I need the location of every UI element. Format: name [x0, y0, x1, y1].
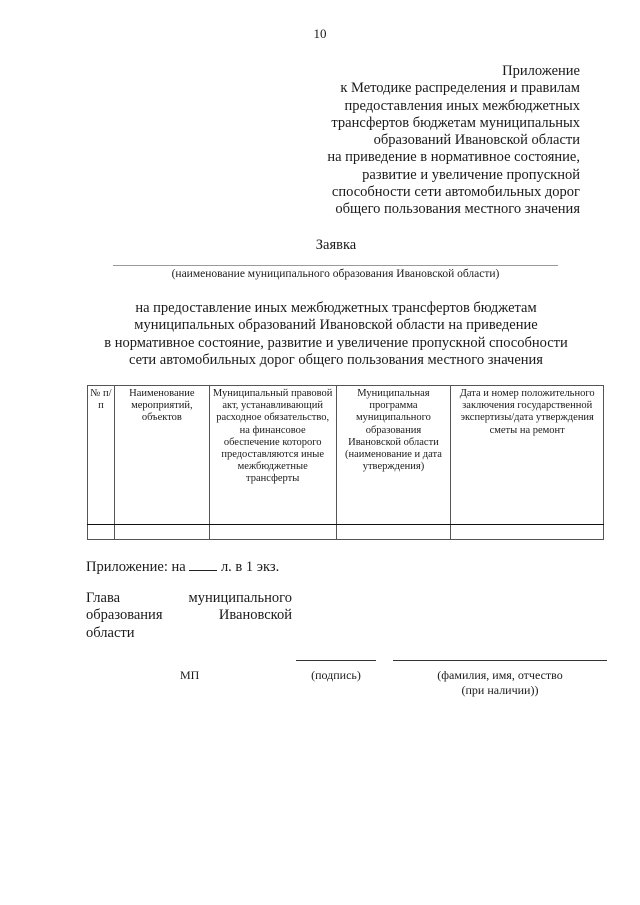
col-header-program: Муниципальная программа муниципального образования Ивановской области (наименование и дата утверждения) [336, 386, 451, 525]
attachment-prefix: Приложение: на [86, 559, 186, 575]
head-text: муниципального [188, 590, 292, 606]
full-name-caption-line: (при наличии)) [461, 683, 539, 697]
document-title: Заявка [315, 237, 357, 253]
head-text: области [86, 624, 135, 641]
appendix-line: образований Ивановской области [373, 132, 580, 149]
full-name-caption [393, 668, 607, 698]
col-header-number: № п/п [88, 386, 115, 525]
appendix-line: предоставления иных межбюджетных [344, 97, 580, 114]
appendix-line: общего пользования местного значения [335, 201, 580, 218]
signature-caption: (подпись) [311, 668, 361, 682]
table-header-row [88, 386, 604, 525]
table-cell[interactable] [209, 525, 336, 540]
table-row [88, 525, 604, 540]
appendix-line: развитие и увеличение пропускной [362, 166, 580, 183]
appendix-header [280, 63, 580, 219]
signature-field[interactable] [296, 660, 376, 661]
table-cell[interactable] [88, 525, 115, 540]
request-table [87, 385, 604, 540]
attachment-suffix: л. в 1 экз. [220, 559, 280, 575]
full-name-field[interactable] [393, 660, 607, 661]
table-cell[interactable] [451, 525, 604, 540]
head-text: образования [86, 607, 163, 624]
stamp-label: МП [180, 668, 200, 682]
purpose-line: на предоставление иных межбюджетных трансфертов бюджетам [135, 300, 537, 316]
page-number: 10 [313, 26, 327, 41]
purpose-text [60, 300, 612, 369]
head-of-municipality [86, 590, 292, 642]
appendix-line: способности сети автомобильных дорог [331, 184, 580, 201]
purpose-line: сети автомобильных дорог общего пользования местного значения [129, 351, 543, 368]
attachment-pages-field[interactable] [189, 558, 217, 571]
appendix-line: на приведение в нормативное состояние, [327, 149, 580, 166]
full-name-caption-line: (фамилия, имя, отчество [437, 668, 563, 682]
appendix-line: к Методике распределения и правилам [340, 80, 580, 97]
col-header-activity: Наименование мероприятий, объектов [114, 386, 209, 525]
table-cell[interactable] [114, 525, 209, 540]
head-text: Ивановской [218, 607, 292, 624]
col-header-legal-act: Муниципальный правовой акт, устанавливающий расходное обязательство, на финансовое обеспечение которого предоставляются иные межбюджетные трансферты [209, 386, 336, 525]
purpose-line: в нормативное состояние, развитие и увеличение пропускной способности [104, 334, 568, 351]
table-cell[interactable] [336, 525, 451, 540]
municipality-caption: (наименование муниципального образования Ивановской области) [171, 268, 500, 280]
col-header-expertise: Дата и номер положительного заключения государственной экспертизы/дата утверждения сметы на ремонт [451, 386, 604, 525]
head-text: Глава [86, 590, 121, 606]
appendix-line: Приложение [502, 63, 580, 79]
attachment-note [86, 558, 279, 576]
municipality-name-field[interactable] [113, 265, 558, 266]
purpose-line: муниципальных образований Ивановской области на приведение [134, 317, 538, 334]
appendix-line: трансфертов бюджетам муниципальных [331, 114, 580, 131]
